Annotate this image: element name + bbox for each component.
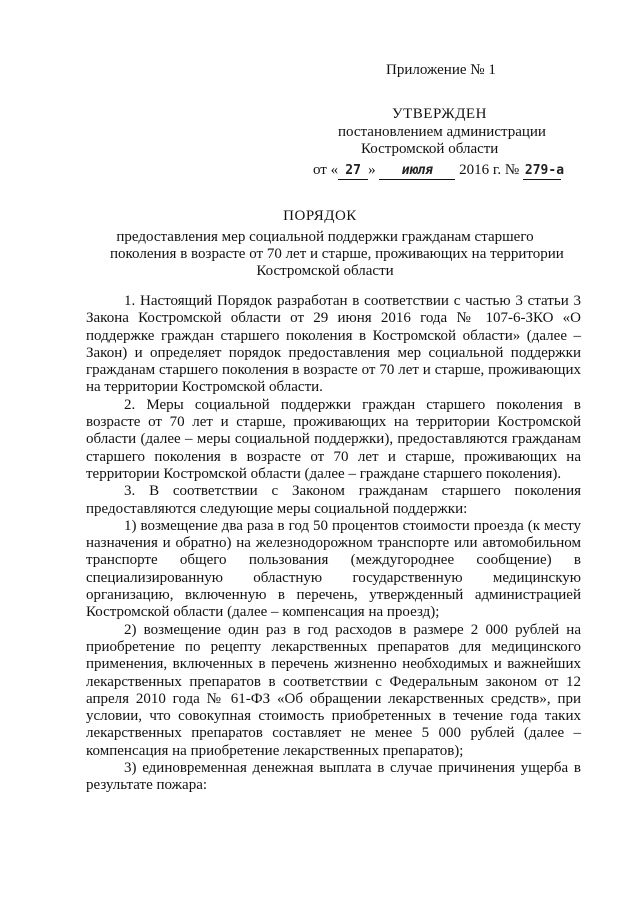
document-subtitle xyxy=(110,229,564,280)
region-line: Костромской области xyxy=(361,141,499,157)
subtitle-line: Костромской области xyxy=(256,263,394,279)
date-mid: » xyxy=(368,162,380,178)
paragraph-2: 2. Меры социальной поддержки граждан старшего поколения в возрасте от 70 лет и старше, проживающих на территории Костромской области (далее – меры социальной поддержки), предоставляются гражданам старшего поколения в возрасте от 70 лет и старше, проживающих на территории Костромской области (далее – граждане старшего поколения). xyxy=(86,396,581,482)
decree-line: постановлением администрации xyxy=(338,124,546,140)
paragraph-1: 1. Настоящий Порядок разработан в соответствии с частью 3 статьи 3 Закона Костромской области от 29 июня 2016 года № 107-6-ЗКО «О поддержке граждан старшего поколения в Костромской области» (далее – Закон) и определяет порядок предоставления мер социальной поддержки гражданам старшего поколения в возрасте от 70 лет и старше, проживающих на территории Костромской области. xyxy=(86,293,581,396)
document-title: ПОРЯДОК xyxy=(283,208,357,224)
handwritten-day: 27 xyxy=(338,162,368,180)
subparagraph-2: 2) возмещение один раз в год расходов в размере 2 000 рублей на приобретение по рецепту лекарственных препаратов для медицинского применения, включенных в перечень жизненно необходимых и важнейших лекарственных препаратов в соответствии с Федеральным законом от 12 апреля 2010 года № 61-ФЗ «Об обращении лекарственных средств», при условии, что совокупная стоимость приобретенных в течение года таких лекарственных препаратов составляет не менее 5 000 рублей (далее – компенсация на приобретение лекарственных препаратов); xyxy=(86,621,581,759)
year-text: 2016 г. № xyxy=(455,162,523,178)
subtitle-line: предоставления мер социальной поддержки гражданам старшего xyxy=(116,229,534,245)
document-body xyxy=(86,293,581,795)
decree-date-line xyxy=(313,162,565,180)
handwritten-month: июля xyxy=(379,162,455,180)
appendix-label: Приложение № 1 xyxy=(386,62,496,78)
date-prefix: от « xyxy=(313,162,339,178)
subparagraph-1: 1) возмещение два раза в год 50 процентов стоимости проезда (к месту назначения и обратно) на железнодорожном транспорте или автомобильном транспорте общего пользования (междугороднее сообщение) в специализированную областную государственную медицинскую организацию, включенную в перечень, утвержденный администрацией Костромской области (далее – компенсация на проезд); xyxy=(86,517,581,621)
subtitle-line: поколения в возрасте от 70 лет и старше, проживающих на территории xyxy=(110,246,564,262)
subparagraph-3: 3) единовременная денежная выплата в случае причинения ущерба в результате пожара: xyxy=(86,760,581,794)
handwritten-number: 279-а xyxy=(524,163,565,178)
approved-heading: УТВЕРЖДЕН xyxy=(392,106,487,122)
paragraph-3: 3. В соответствии с Законом гражданам старшего поколения предоставляются следующие меры социальной поддержки: xyxy=(86,483,581,517)
